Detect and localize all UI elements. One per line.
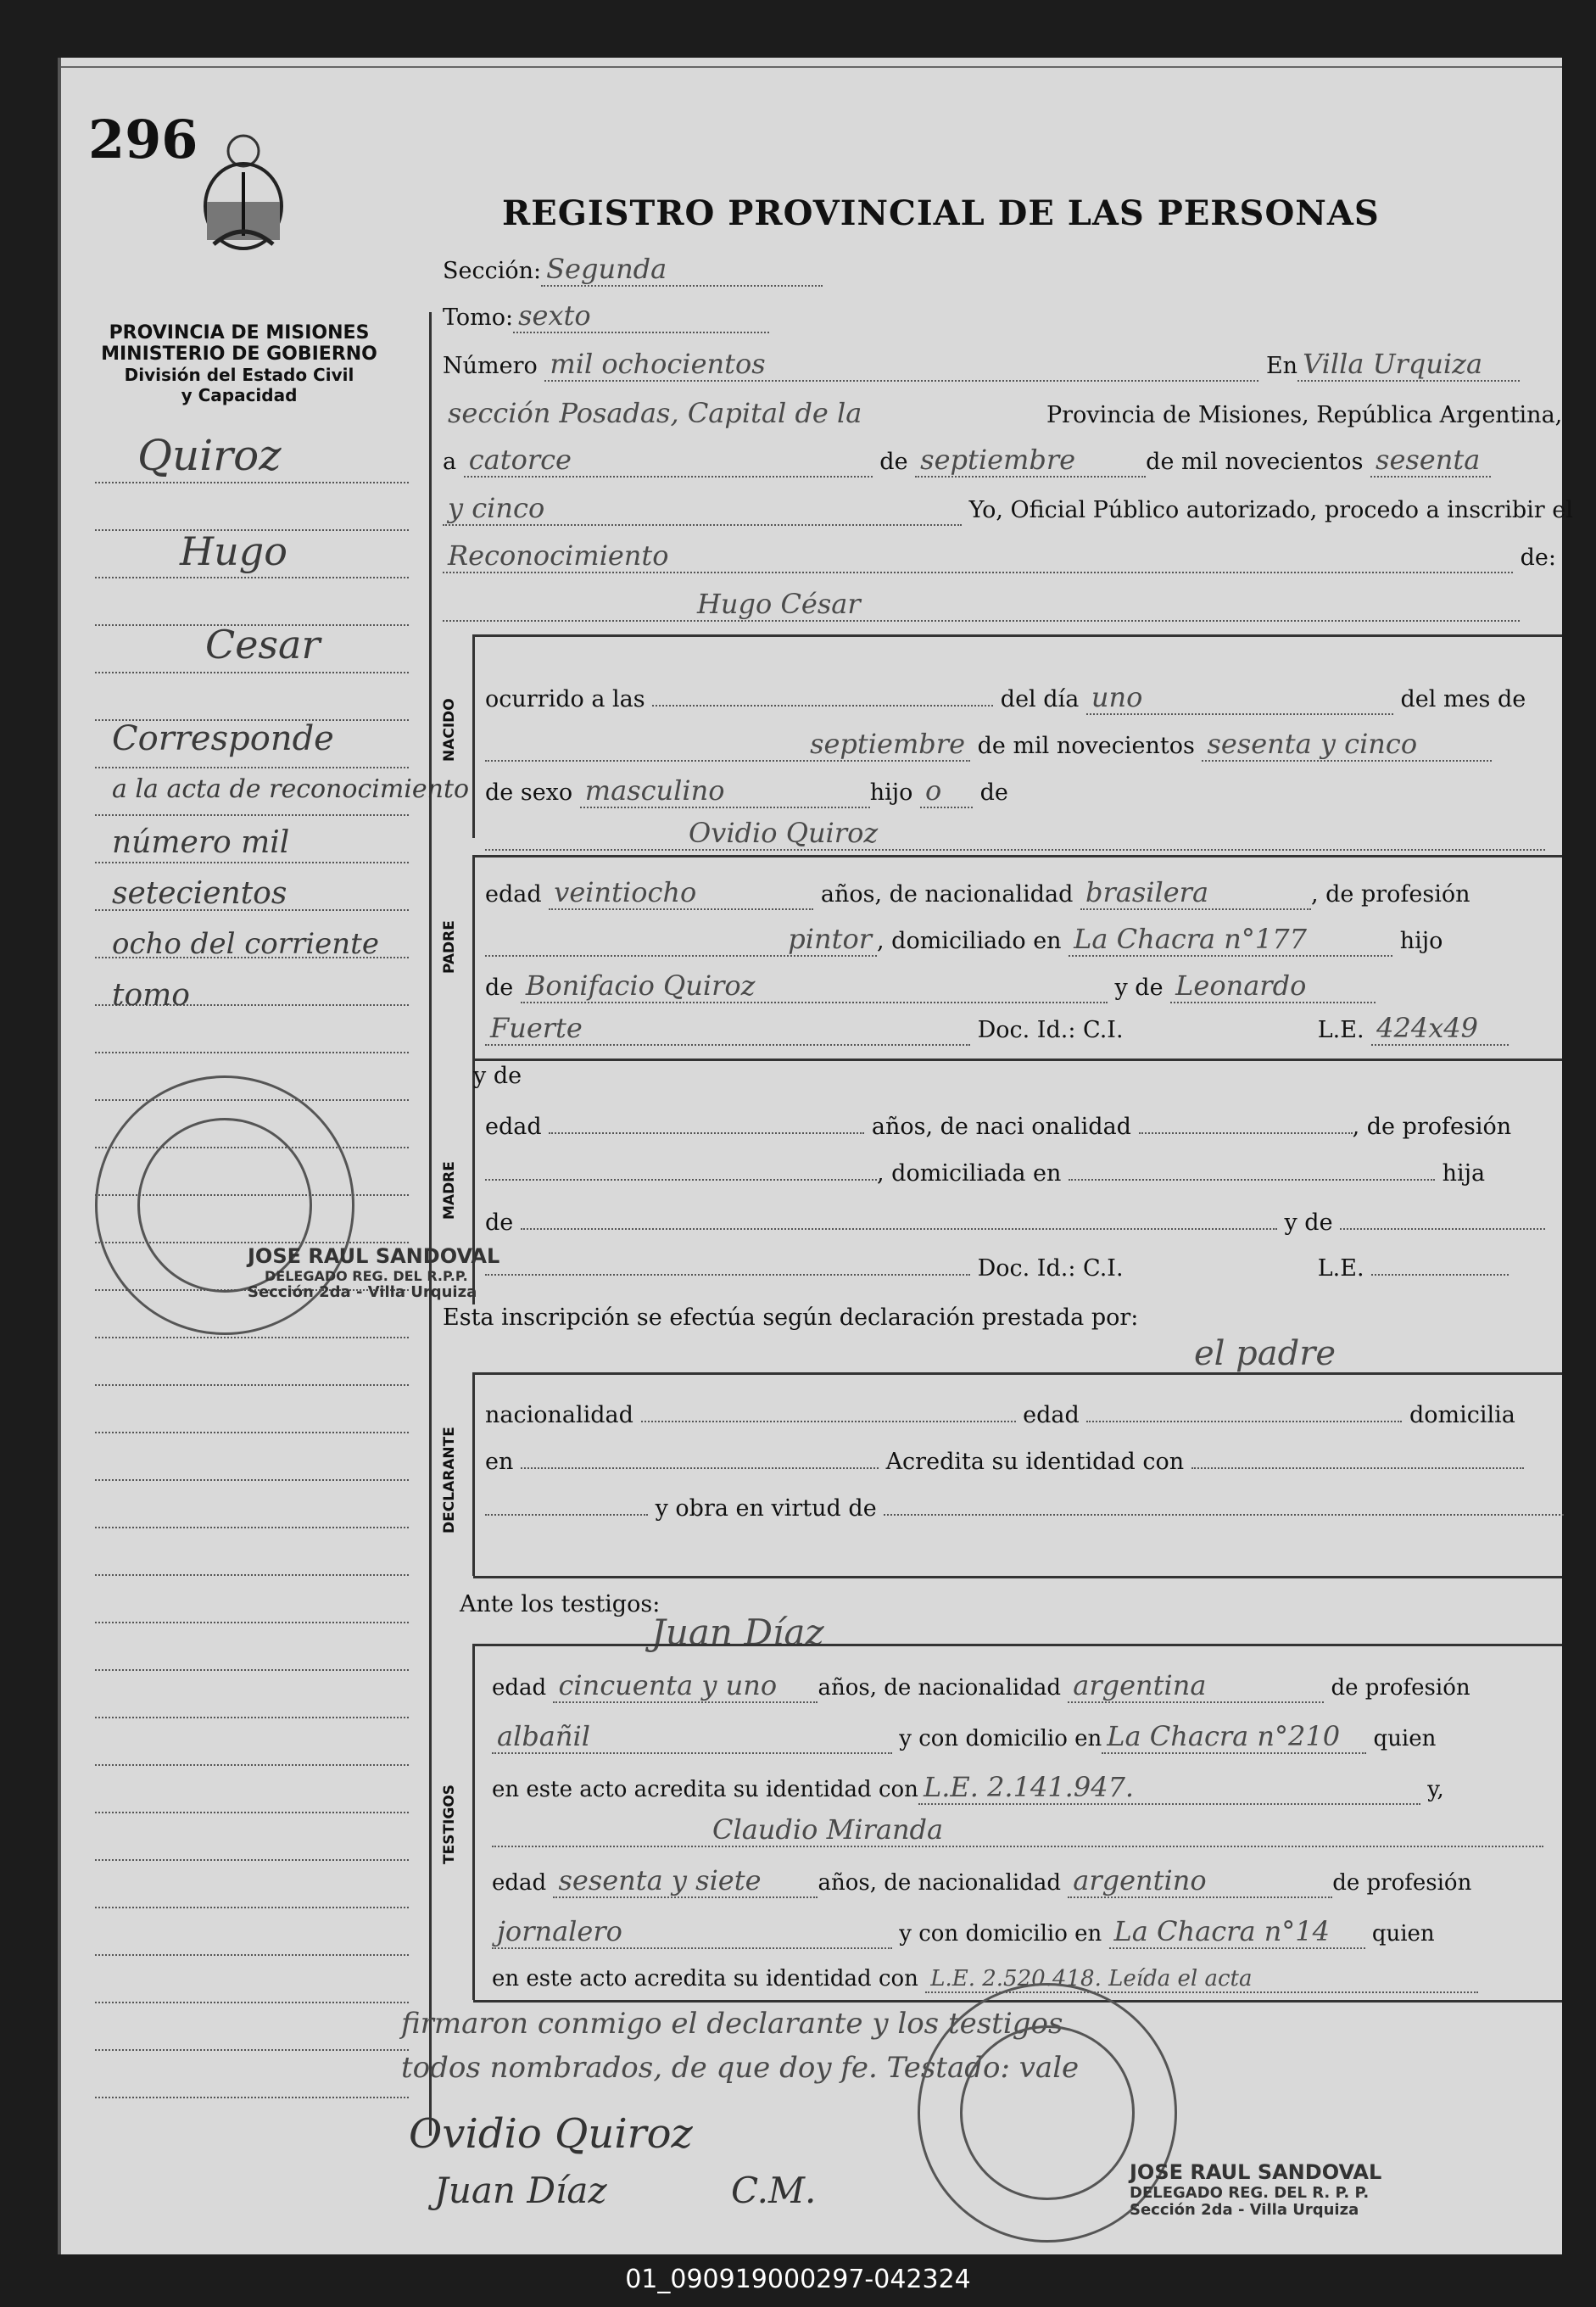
- y-de-label: y de: [1114, 975, 1164, 1001]
- anio2-value: y cinco: [443, 492, 962, 526]
- de-label: de: [485, 1209, 514, 1236]
- obra-pre-value: [485, 1514, 648, 1516]
- oficial-row: [443, 492, 1573, 526]
- nac-value: [1139, 1132, 1353, 1134]
- margin-rule: [95, 2002, 409, 2003]
- abuela-value: Leonardo: [1170, 969, 1376, 1003]
- padre-doc-row: [485, 1012, 1509, 1046]
- t2-nac-value: argentino: [1068, 1864, 1332, 1898]
- document-title: REGISTRO PROVINCIAL DE LAS PERSONAS: [502, 193, 1380, 233]
- margin-rule: [95, 1384, 409, 1386]
- margin-rule: [95, 2049, 409, 2051]
- numero-value: mil ochocientos: [544, 348, 1258, 382]
- stamp-name: JOSE RAUL SANDOVAL: [1130, 2160, 1382, 2184]
- ocurrido-row: [485, 681, 1526, 715]
- nac-label: nacionalidad: [485, 1402, 633, 1428]
- margin-divider: [429, 312, 432, 2136]
- declarante-value-row: [1189, 1334, 1538, 1375]
- en-value: [521, 1467, 879, 1469]
- fecha-row: [443, 444, 1491, 478]
- nac-value: [641, 1421, 1016, 1422]
- mil-text: de mil novecientos: [1146, 449, 1364, 475]
- madre-yde-row: [473, 1063, 522, 1089]
- section-rule: [473, 1372, 1562, 1375]
- margin-rule: [95, 1527, 409, 1528]
- mes-value: septiembre: [915, 444, 1146, 478]
- t1-prof-value: albañil: [492, 1720, 892, 1754]
- acredita-label: en este acto acredita su identidad con: [492, 1966, 918, 1991]
- quien-label: quien: [1371, 1921, 1435, 1947]
- madre-padre-value: [521, 1228, 1277, 1230]
- hijo-label: hijo: [1399, 928, 1443, 954]
- acredita-label: Acredita su identidad con: [885, 1449, 1185, 1475]
- doc-label: Doc. Id.: C.I.: [977, 1017, 1124, 1043]
- margin-note: a la acta de reconocimiento: [112, 774, 470, 804]
- declarante-en-row: [485, 1449, 1524, 1475]
- t2-nombre: Claudio Miranda: [492, 1813, 1543, 1847]
- testigo1-nombre-row: [646, 1612, 1420, 1653]
- hijo-value: o: [920, 774, 973, 808]
- prof-label: de profesión: [1331, 1675, 1470, 1701]
- prof-label: , de profesión: [1352, 1114, 1512, 1140]
- margin-rule: [95, 1622, 409, 1623]
- section-rule: [473, 1644, 1562, 1646]
- del-dia-label: del día: [1000, 686, 1080, 712]
- testigo1-nombre: Juan Díaz: [651, 1612, 824, 1653]
- stamp-name: JOSE RAUL SANDOVAL: [248, 1244, 500, 1268]
- madre-dom-row: [485, 1160, 1485, 1187]
- seccion2-row: [443, 397, 1562, 429]
- de-label: de: [879, 449, 908, 475]
- signature-declarante: Ovidio Quiroz: [409, 2110, 693, 2158]
- margin-rule: [95, 767, 409, 768]
- stamp-office: Sección 2da - Villa Urquiza: [1130, 2201, 1359, 2220]
- declarante-intro-row: [443, 1304, 1138, 1331]
- margin-rule: [95, 1764, 409, 1766]
- t2-prof-row: [492, 1915, 1435, 1949]
- margin-rule: [95, 672, 409, 673]
- stamp-role: DELEGADO REG. DEL R. P. P.: [1130, 2183, 1370, 2202]
- le-label: L.E.: [1317, 1255, 1364, 1282]
- t1-nac-value: argentina: [1068, 1669, 1324, 1703]
- ante-label: Ante los testigos:: [460, 1591, 661, 1617]
- t1-doc-value: L.E. 2.141.947.: [918, 1771, 1420, 1805]
- testigos-side-label: TESTIGOS: [441, 1784, 458, 1864]
- seccion-label: Sección:: [443, 258, 542, 284]
- ministry-line: PROVINCIA DE MISIONES: [109, 322, 370, 344]
- closing-line-2: todos nombrados, de que doy fe. Testado: vale: [401, 2051, 1080, 2085]
- margin-rule: [95, 482, 409, 483]
- edad-label: edad: [492, 1675, 547, 1701]
- mes-value: septiembre: [485, 728, 970, 762]
- national-coat-of-arms-icon: [180, 126, 307, 253]
- seccion-value: Segunda: [541, 253, 823, 287]
- padre-padres-row: [485, 969, 1376, 1003]
- en-label: En: [1265, 353, 1298, 379]
- dia-value: catorce: [464, 444, 873, 478]
- hijo-label: hijo: [869, 779, 913, 806]
- section-rule: [473, 855, 1562, 857]
- nac-label: años, de nacionalidad: [818, 1870, 1061, 1896]
- register-page: [58, 58, 1573, 2254]
- tomo-row: [443, 299, 769, 333]
- margin-rule: [95, 2097, 409, 2098]
- dom-label: , domiciliada en: [877, 1160, 1062, 1187]
- obra-value: [884, 1514, 1564, 1516]
- t1-edad-value: cincuenta y uno: [553, 1669, 818, 1703]
- section-rule: [473, 1576, 1562, 1578]
- declarante-side-label: DECLARANTE: [441, 1427, 458, 1533]
- dom-label: y con domicilio en: [899, 1726, 1102, 1751]
- t2-dom-value: La Chacra n°14: [1109, 1915, 1365, 1949]
- declarante-nac-row: [485, 1402, 1515, 1428]
- margin-rule: [95, 1669, 409, 1671]
- t1-edad-row: [492, 1669, 1470, 1703]
- section-rule: [473, 1059, 1562, 1061]
- stamp-office: Sección 2da - Villa Urquiza: [248, 1282, 477, 1301]
- file-identifier: 01_090919000297-042324: [625, 2265, 971, 2294]
- le-value: [1371, 1274, 1509, 1276]
- margin-rule: [95, 1907, 409, 1908]
- seccion-row: [443, 253, 823, 287]
- dia-value: uno: [1086, 681, 1393, 715]
- circular-official-stamp-inner: [960, 2025, 1135, 2200]
- dom-label: , domiciliado en: [877, 928, 1062, 954]
- tomo-label: Tomo:: [443, 304, 514, 331]
- obra-label: y obra en virtud de: [655, 1495, 877, 1522]
- madre-side-label: MADRE: [441, 1161, 458, 1220]
- madre-madre-value: [1340, 1228, 1545, 1230]
- margin-rule: [95, 1479, 409, 1481]
- del-mes-label: del mes de: [1400, 686, 1526, 712]
- ante-row: [460, 1591, 660, 1617]
- en-value: Villa Urquiza: [1297, 348, 1520, 382]
- margin-rule: [95, 1812, 409, 1813]
- declarante-value: el padre: [1189, 1334, 1538, 1375]
- edad-label: edad: [485, 881, 542, 908]
- ministry-line: División del Estado Civil: [124, 365, 354, 385]
- nacido-side-label: NACIDO: [441, 698, 458, 762]
- numero-label: Número: [443, 353, 538, 379]
- t2-edad-row: [492, 1864, 1471, 1898]
- hora-value: [652, 705, 993, 707]
- padre-nombre-row: [485, 817, 1545, 851]
- acto-row: [443, 539, 1556, 573]
- t2-edad-value: sesenta y siete: [553, 1864, 818, 1898]
- prof-value: pintor: [485, 923, 877, 957]
- t2-doc-value: L.E. 2.520.418. Leída el acta: [925, 1966, 1478, 1993]
- closing-line-1: firmaron conmigo el declarante y los testigos: [401, 2007, 1063, 2041]
- margin-note: tomo: [112, 978, 190, 1013]
- doc-label: Doc. Id.: C.I.: [977, 1255, 1124, 1282]
- madre-edad-row: [485, 1114, 1511, 1140]
- tomo-value: sexto: [513, 299, 769, 333]
- padre-side-label: PADRE: [441, 920, 458, 974]
- ministry-header: [95, 322, 383, 405]
- madre-doc-value: [485, 1274, 970, 1276]
- margin-rule: [95, 1052, 409, 1053]
- hija-label: hija: [1442, 1160, 1486, 1187]
- margin-note: Cesar: [205, 622, 321, 668]
- padre-prof-row: [485, 923, 1443, 957]
- a-label: a: [443, 449, 457, 475]
- prof-label: de profesión: [1332, 1870, 1472, 1896]
- edad-value: [549, 1132, 864, 1134]
- t2-prof-value: jornalero: [492, 1915, 892, 1949]
- de-label: de: [485, 975, 514, 1001]
- edad-label: edad: [492, 1870, 547, 1896]
- oficial-text: Yo, Oficial Público autorizado, procedo a inscribir el: [968, 497, 1573, 523]
- edad-label: edad: [1023, 1402, 1080, 1428]
- ocurrido-label: ocurrido a las: [485, 686, 645, 712]
- declarante-text: Esta inscripción se efectúa según declaración prestada por:: [443, 1304, 1139, 1331]
- mes-row: [485, 728, 1492, 762]
- mil-label: de mil novecientos: [977, 733, 1195, 759]
- signature-testigo-2: C.M.: [731, 2170, 817, 2211]
- le-value: 424x49: [1371, 1012, 1509, 1046]
- sexo-row: [485, 774, 1008, 808]
- dom-value: [1069, 1179, 1435, 1181]
- padre-edad-row: [485, 876, 1470, 910]
- declarante-obra-row: [485, 1495, 1564, 1522]
- prof-label: , de profesión: [1310, 881, 1470, 908]
- de-label: de: [979, 779, 1008, 806]
- dom-value: La Chacra n°177: [1069, 923, 1392, 957]
- nombre-row: [443, 588, 1520, 622]
- margin-rule: [95, 1574, 409, 1576]
- acto-value: Reconocimiento: [443, 539, 1513, 573]
- margin-note: Hugo: [180, 528, 287, 574]
- acredita-value: [1191, 1467, 1524, 1469]
- y-de-label: y de: [473, 1063, 522, 1089]
- dom-label: domicilia: [1409, 1402, 1515, 1428]
- margin-note: Corresponde: [112, 719, 334, 758]
- anio-value: sesenta y cinco: [1202, 728, 1492, 762]
- margin-note: ocho del corriente: [112, 927, 379, 961]
- ministry-line: MINISTERIO DE GOBIERNO: [101, 344, 377, 365]
- ministry-line: y Capacidad: [181, 385, 298, 405]
- nombre-value: Hugo César: [443, 588, 1520, 622]
- abuela2-value: Fuerte: [485, 1012, 970, 1046]
- t2-acredita-row: [492, 1966, 1478, 1993]
- madre-doc-row: [485, 1255, 1509, 1282]
- numero-row: [443, 348, 1520, 382]
- y-de-label: y de: [1284, 1209, 1333, 1236]
- dom-label: y con domicilio en: [899, 1921, 1102, 1947]
- nac-label: años, de nacionalidad: [820, 881, 1074, 908]
- top-rule: [61, 66, 1562, 68]
- quien-label: quien: [1373, 1726, 1437, 1751]
- acredita-label: en este acto acredita su identidad con: [492, 1777, 918, 1802]
- abuelo-value: Bonifacio Quiroz: [521, 969, 1108, 1003]
- margin-rule: [95, 1717, 409, 1718]
- nac-value: brasilera: [1080, 876, 1311, 910]
- stamp-role: DELEGADO REG. DEL R.P.P.: [265, 1267, 468, 1284]
- margin-rule: [95, 862, 409, 863]
- t2-nombre-row: [492, 1813, 1543, 1847]
- edad-value: veintiocho: [549, 876, 813, 910]
- y-label: y,: [1427, 1777, 1444, 1802]
- margin-rule: [95, 1859, 409, 1861]
- en-label: en: [485, 1449, 514, 1475]
- anio-value: sesenta: [1370, 444, 1491, 478]
- madre-padres-row: [485, 1209, 1545, 1236]
- page-number: 296: [88, 109, 198, 170]
- signature-testigo-1: Juan Díaz: [434, 2170, 607, 2211]
- nac-label: años, de nacionalidad: [818, 1675, 1061, 1701]
- de2-label: de:: [1520, 545, 1556, 571]
- edad-label: edad: [485, 1114, 542, 1140]
- delegate-stamp: [1130, 2161, 1381, 2220]
- t1-prof-row: [492, 1720, 1436, 1754]
- padre-nombre-value: Ovidio Quiroz: [485, 817, 1545, 851]
- le-label: L.E.: [1317, 1017, 1364, 1043]
- nac-label: años, de naci onalidad: [871, 1114, 1131, 1140]
- t1-acredita-row: [492, 1771, 1444, 1805]
- margin-rule: [95, 1432, 409, 1433]
- sexo-label: de sexo: [485, 779, 573, 806]
- sexo-value: masculino: [580, 774, 870, 808]
- margin-rule: [95, 814, 409, 816]
- margin-rule: [95, 1954, 409, 1956]
- margin-rule: [95, 1337, 409, 1338]
- section-rule: [473, 634, 1562, 637]
- prof-value: [485, 1179, 877, 1181]
- margin-note: número mil: [112, 825, 290, 860]
- margin-note: setecientos: [112, 876, 287, 911]
- margin-note: Quiroz: [137, 431, 282, 480]
- edad-value: [1086, 1421, 1402, 1422]
- t1-dom-value: La Chacra n°210: [1102, 1720, 1366, 1754]
- provincia-text: Provincia de Misiones, República Argentina,: [1046, 402, 1563, 428]
- seccion2-value: sección Posadas, Capital de la: [448, 397, 862, 429]
- margin-rule: [95, 577, 409, 578]
